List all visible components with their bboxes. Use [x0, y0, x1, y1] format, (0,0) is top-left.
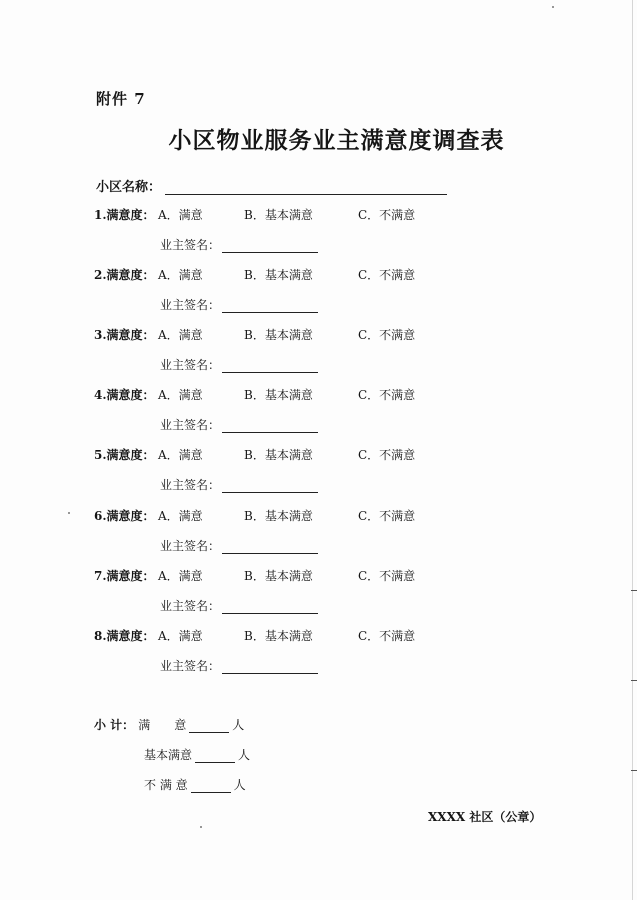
question-label: 满意度：	[106, 388, 155, 402]
option-unsatisfied[interactable]: C．不满意	[358, 268, 416, 282]
question-block	[94, 446, 614, 506]
question-number: 6.	[94, 509, 107, 523]
community-name-row	[96, 176, 447, 195]
subtotal-unsatisfied-field[interactable]	[191, 780, 231, 793]
option-basic-satisfied[interactable]: B．基本满意	[244, 509, 313, 523]
community-stamp-text: XXXX 社区（公章）	[428, 810, 542, 824]
subtotal-satisfied-field[interactable]	[189, 720, 229, 733]
community-name-label: 小区名称：	[96, 180, 162, 195]
signature-label: 业主签名：	[160, 478, 221, 492]
signature-field[interactable]	[222, 480, 318, 493]
option-satisfied[interactable]: A．满意	[158, 268, 203, 282]
option-basic-satisfied[interactable]: B．基本满意	[244, 629, 313, 643]
signature-field[interactable]	[222, 541, 318, 554]
scan-speck	[68, 512, 70, 514]
signature-label: 业主签名：	[160, 539, 221, 553]
option-basic-satisfied[interactable]: B．基本满意	[244, 208, 313, 222]
subtotal-unit: 人	[233, 778, 246, 792]
scan-edge-tick	[631, 590, 637, 591]
option-unsatisfied[interactable]: C．不满意	[358, 629, 416, 643]
scan-edge-tick	[631, 770, 637, 771]
signature-field[interactable]	[222, 661, 318, 674]
subtotal-label: 小 计：	[94, 718, 135, 732]
subtotal-unit: 人	[238, 748, 251, 762]
subtotal-unit: 人	[232, 718, 245, 732]
question-block	[94, 567, 614, 627]
option-satisfied[interactable]: A．满意	[158, 328, 203, 342]
signature-label: 业主签名：	[160, 358, 221, 372]
scan-edge-tick	[631, 680, 637, 681]
signature-field[interactable]	[222, 420, 318, 433]
subtotal-satisfied-label: 满 意	[138, 718, 187, 732]
option-basic-satisfied[interactable]: B．基本满意	[244, 388, 313, 402]
signature-field[interactable]	[222, 300, 318, 313]
option-unsatisfied[interactable]: C．不满意	[358, 569, 416, 583]
option-satisfied[interactable]: A．满意	[158, 629, 203, 643]
attachment-label: 附件 7	[96, 90, 146, 108]
question-number: 5.	[94, 448, 107, 462]
signature-label: 业主签名：	[160, 298, 221, 312]
subtotal-basic-field[interactable]	[195, 750, 235, 763]
option-satisfied[interactable]: A．满意	[158, 208, 203, 222]
form-title: 小区物业服务业主满意度调查表	[168, 127, 505, 154]
question-label: 满意度：	[106, 328, 155, 342]
question-block	[94, 386, 614, 446]
option-basic-satisfied[interactable]: B．基本满意	[244, 328, 313, 342]
question-number: 8.	[94, 629, 107, 643]
question-block	[94, 326, 614, 386]
option-satisfied[interactable]: A．满意	[158, 569, 203, 583]
subtotal-unsatisfied-label: 不 满 意	[144, 778, 188, 792]
community-name-field[interactable]	[165, 182, 447, 195]
signature-label: 业主签名：	[160, 599, 221, 613]
question-block	[94, 266, 614, 326]
option-basic-satisfied[interactable]: B．基本满意	[244, 569, 313, 583]
question-label: 满意度：	[106, 448, 155, 462]
signature-label: 业主签名：	[160, 238, 221, 252]
question-number: 2.	[94, 268, 107, 282]
question-block	[94, 507, 614, 567]
signature-label: 业主签名：	[160, 418, 221, 432]
question-number: 3.	[94, 328, 107, 342]
question-number: 4.	[94, 388, 107, 402]
question-label: 满意度：	[106, 509, 155, 523]
scan-speck	[200, 826, 202, 828]
option-unsatisfied[interactable]: C．不满意	[358, 328, 416, 342]
option-basic-satisfied[interactable]: B．基本满意	[244, 268, 313, 282]
option-unsatisfied[interactable]: C．不满意	[358, 509, 416, 523]
option-satisfied[interactable]: A．满意	[158, 388, 203, 402]
question-label: 满意度：	[106, 208, 155, 222]
option-basic-satisfied[interactable]: B．基本满意	[244, 448, 313, 462]
option-unsatisfied[interactable]: C．不满意	[358, 388, 416, 402]
signature-field[interactable]	[222, 601, 318, 614]
signature-field[interactable]	[222, 240, 318, 253]
option-satisfied[interactable]: A．满意	[158, 509, 203, 523]
question-label: 满意度：	[106, 268, 155, 282]
question-label: 满意度：	[106, 569, 155, 583]
question-label: 满意度：	[106, 629, 155, 643]
subtotal-basic-label: 基本满意	[144, 748, 193, 762]
question-number: 1.	[94, 208, 107, 222]
question-number: 7.	[94, 569, 107, 583]
question-block	[94, 627, 614, 687]
question-block	[94, 206, 614, 266]
option-unsatisfied[interactable]: C．不满意	[358, 448, 416, 462]
signature-field[interactable]	[222, 360, 318, 373]
signature-label: 业主签名：	[160, 659, 221, 673]
scan-speck	[552, 6, 554, 8]
option-unsatisfied[interactable]: C．不满意	[358, 208, 416, 222]
option-satisfied[interactable]: A．满意	[158, 448, 203, 462]
